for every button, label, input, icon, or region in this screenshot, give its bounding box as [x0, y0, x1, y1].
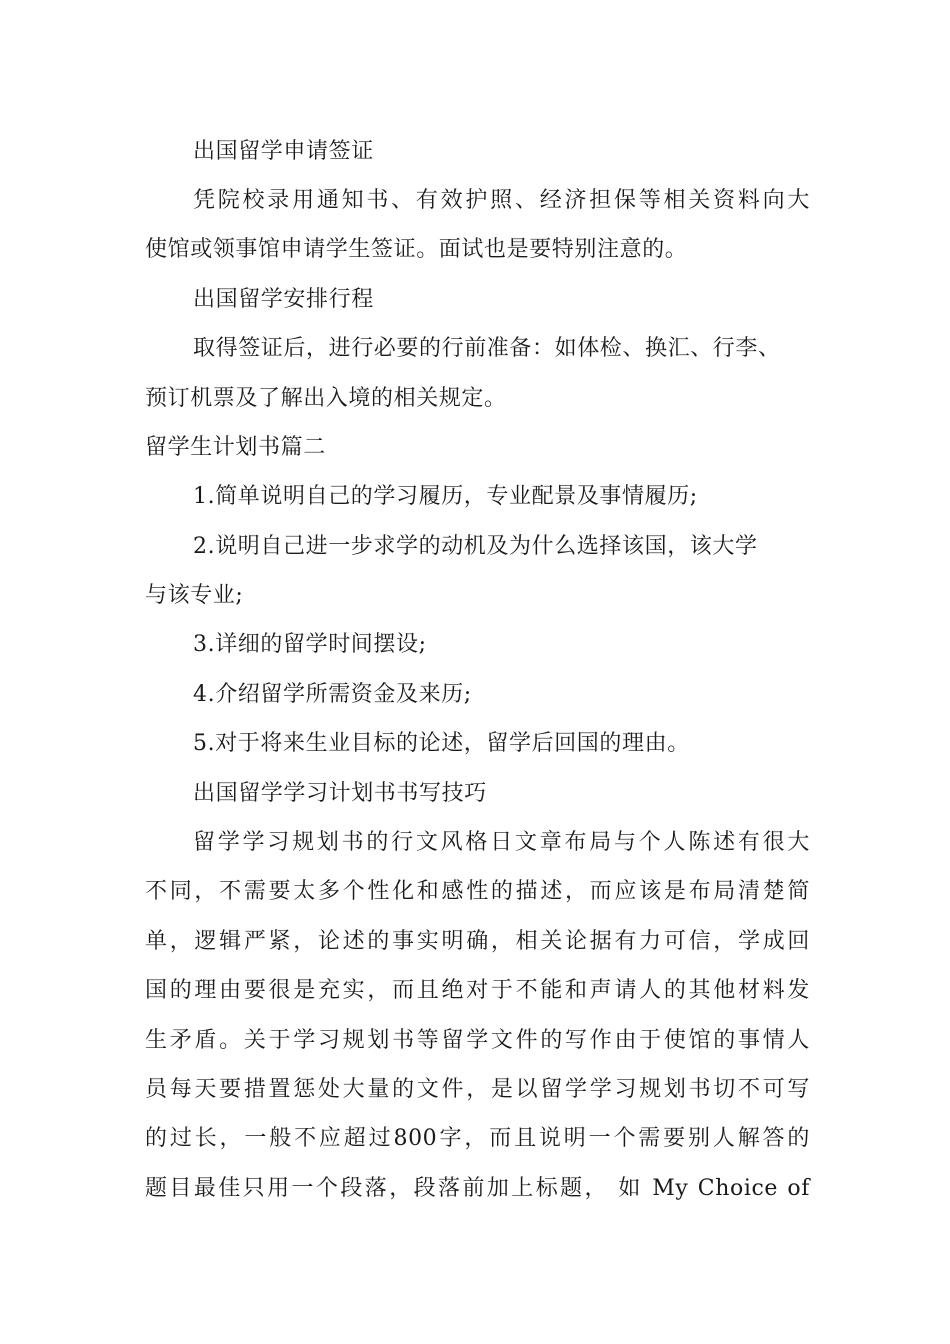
heading-apply-visa: 出国留学申请签证 — [193, 139, 374, 164]
paragraph-line: 留学学习规划书的行文风格日文章布局与个人陈述有很大 — [193, 830, 810, 855]
paragraph-line: 国的理由要很是充实，而且绝对于不能和声请人的其他材料发 — [145, 978, 810, 1003]
paragraph-line: 不同，不需要太多个性化和感性的描述，而应该是布局清楚简 — [145, 879, 810, 904]
list-item: 5.对于将来生业目标的论述，留学后回国的理由。 — [193, 731, 690, 756]
paragraph-line: 单，逻辑严紧，论述的事实明确，相关论据有力可信，学成回 — [145, 929, 810, 954]
paragraph-line: 题目最佳只用一个段落，段落前加上标题， 如 My Choice of — [145, 1176, 810, 1201]
section-title-part-two: 留学生计划书篇二 — [145, 435, 326, 460]
paragraph-line: 的过长，一般不应超过800字，而且说明一个需要别人解答的 — [145, 1126, 810, 1151]
list-item: 3.详细的留学时间摆设; — [193, 632, 427, 657]
paragraph-line: 员每天要措置惩处大量的文件，是以留学学习规划书切不可写 — [145, 1077, 810, 1102]
paragraph-line: 生矛盾。关于学习规划书等留学文件的写作由于使馆的事情人 — [145, 1028, 810, 1053]
paragraph-line: 预订机票及了解出入境的相关规定。 — [145, 386, 507, 411]
list-item: 4.介绍留学所需资金及来历; — [193, 682, 472, 707]
paragraph-line: 凭院校录用通知书、有效护照、经济担保等相关资料向大 — [193, 188, 810, 213]
paragraph-line: 使馆或领事馆申请学生签证。面试也是要特别注意的。 — [145, 237, 688, 262]
list-item: 2.说明自己进一步求学的动机及为什么选择该国，该大学 — [193, 534, 758, 559]
paragraph-line: 取得签证后，进行必要的行前准备：如体检、换汇、行李、 — [193, 336, 781, 361]
heading-writing-tips: 出国留学学习计划书书写技巧 — [193, 781, 487, 806]
list-item: 1.简单说明自己的学习履历，专业配景及事情履历; — [193, 484, 698, 509]
list-item-continuation: 与该专业; — [145, 583, 244, 608]
heading-arrange-trip: 出国留学安排行程 — [193, 287, 374, 312]
